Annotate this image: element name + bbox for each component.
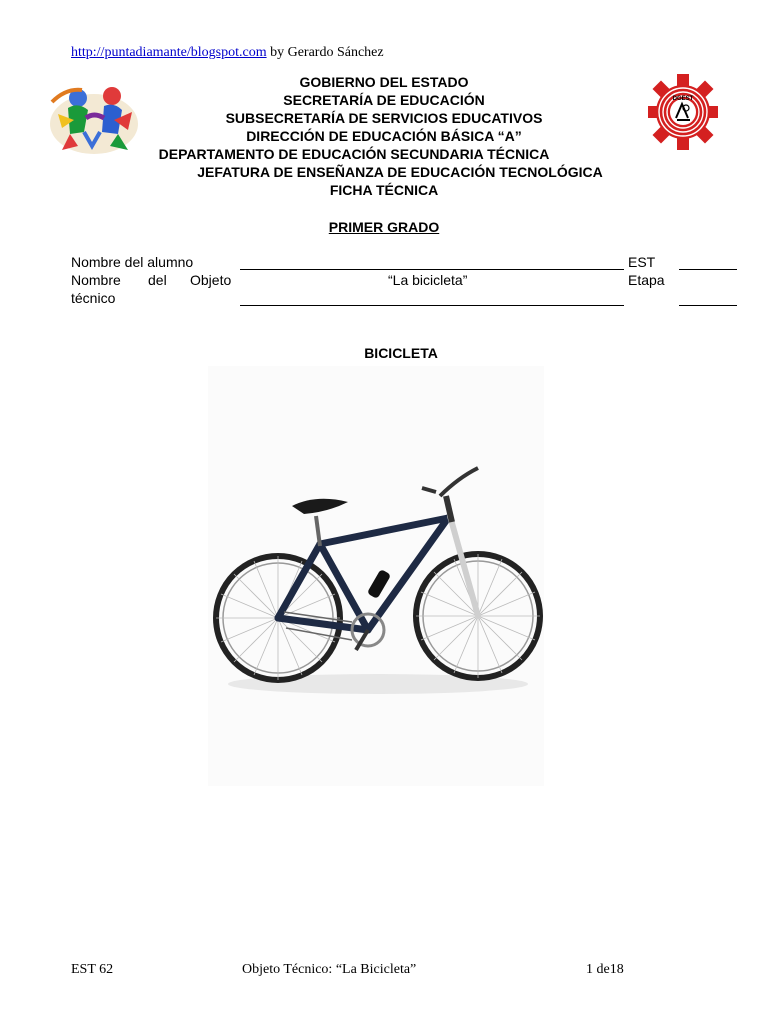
header-line-subsecretary: SUBSECRETARÍA DE SERVICIOS EDUCATIVOS bbox=[225, 110, 543, 126]
est-line[interactable] bbox=[679, 269, 737, 270]
header-line-department: DEPARTAMENTO DE EDUCACIÓN SECUNDARIA TÉCNICA bbox=[158, 146, 550, 162]
header-line-government: GOBIERNO DEL ESTADO bbox=[299, 74, 469, 90]
student-name-line[interactable] bbox=[240, 269, 624, 270]
object-name-value: “La bicicleta” bbox=[388, 272, 468, 288]
grade-title: PRIMER GRADO bbox=[328, 219, 440, 235]
object-name-line[interactable] bbox=[240, 305, 624, 306]
header-line-headquarters: JEFATURA DE ENSEÑANZA DE EDUCACIÓN TECNOLÓGICA bbox=[197, 164, 603, 180]
footer-center: Objeto Técnico: “La Bicicleta” bbox=[242, 962, 417, 977]
student-name-label: Nombre del alumno bbox=[71, 254, 194, 270]
bicycle-image bbox=[208, 366, 544, 786]
author-text: by Gerardo Sánchez bbox=[266, 45, 384, 60]
est-label: EST bbox=[628, 254, 656, 270]
stage-label: Etapa bbox=[628, 272, 665, 288]
section-title: BICICLETA bbox=[364, 345, 438, 361]
object-label-word-2: del bbox=[148, 272, 167, 288]
footer-page-number: 1 de18 bbox=[586, 962, 624, 977]
blog-link[interactable]: http://puntadiamante/blogspot.com bbox=[71, 45, 267, 60]
object-label-word-1: Nombre bbox=[71, 272, 121, 288]
header-line-sheet: FICHA TÉCNICA bbox=[329, 182, 439, 198]
header-line-direction: DIRECCIÓN DE EDUCACIÓN BÁSICA “A” bbox=[246, 128, 522, 144]
object-label-word-3: Objeto bbox=[190, 272, 232, 288]
right-logo-text: DGEST bbox=[672, 96, 694, 102]
footer-left: EST 62 bbox=[71, 962, 114, 977]
header-line-secretary: SECRETARÍA DE EDUCACIÓN bbox=[283, 92, 485, 108]
object-label-word-4: técnico bbox=[71, 290, 116, 306]
top-line bbox=[71, 45, 384, 61]
stage-line[interactable] bbox=[679, 305, 737, 306]
